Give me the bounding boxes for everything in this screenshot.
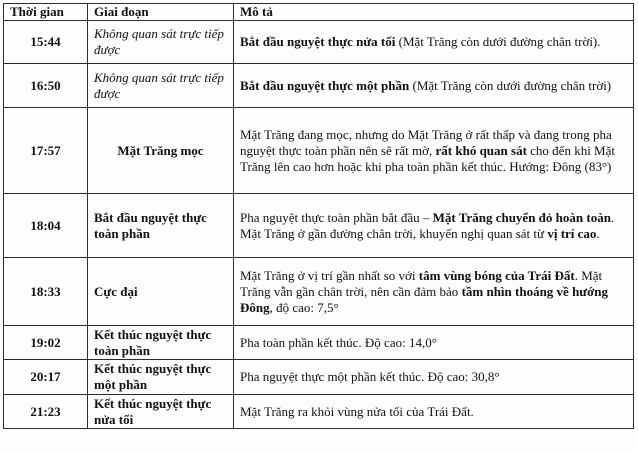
- header-description: Mô tả: [234, 4, 634, 21]
- description-text: Pha nguyệt thực toàn phần bắt đầu –: [240, 209, 433, 225]
- description-cell: [234, 258, 634, 326]
- description-cell: [234, 21, 634, 64]
- time-cell: 19:02: [4, 326, 88, 360]
- description-emphasis: rất khó quan sát: [435, 142, 527, 158]
- time-cell: 18:04: [4, 194, 88, 258]
- time-cell: 21:23: [4, 395, 88, 429]
- header-row: [4, 4, 634, 21]
- description-text: Mặt Trăng ở vị trí gần nhất so với: [240, 267, 419, 283]
- description-text: Mặt Trăng ra khỏi vùng nửa tối của Trái Đất.: [240, 403, 474, 419]
- description-cell: [234, 64, 634, 108]
- table-row: [4, 395, 634, 429]
- description-cell: [234, 108, 634, 194]
- description-text: . Mặt Trăng ở gần đường chân trời, khuyến nghị quan sát từ: [240, 209, 615, 241]
- phase-cell: Bắt đầu nguyệt thực toàn phần: [88, 194, 234, 258]
- description-text: cho đến khi Mặt Trăng lên cao hơn hoặc khi pha toàn phần kết thúc. Hướng: Đông (83°): [240, 142, 615, 174]
- description-emphasis: tâm vùng bóng của Trái Đất: [418, 267, 575, 283]
- description-text: . Mặt Trăng vẫn gần chân trời, nên cần đảm bảo: [240, 267, 603, 299]
- description-cell: [234, 194, 634, 258]
- table-row: [4, 326, 634, 360]
- description-cell: [234, 360, 634, 395]
- description-text: Pha toàn phần kết thúc. Độ cao: 14,0°: [240, 334, 437, 350]
- table-row: [4, 360, 634, 395]
- description-cell: [234, 395, 634, 429]
- time-cell: 17:57: [4, 108, 88, 194]
- description-text: (Mặt Trăng còn dưới đường chân trời): [409, 77, 612, 93]
- time-cell: 20:17: [4, 360, 88, 395]
- phase-cell: Không quan sát trực tiếp được: [88, 64, 234, 108]
- phase-cell: Kết thúc nguyệt thực nửa tối: [88, 395, 234, 429]
- phase-cell: Kết thúc nguyệt thực toàn phần: [88, 326, 234, 360]
- description-text: .: [596, 225, 600, 241]
- description-cell: [234, 326, 634, 360]
- description-emphasis: vị trí cao: [547, 225, 597, 241]
- table-row: [4, 258, 634, 326]
- description-emphasis: Bắt đầu nguyệt thực nửa tối: [240, 34, 396, 49]
- header-phase: Giai đoạn: [88, 4, 234, 21]
- time-cell: 16:50: [4, 64, 88, 108]
- table-row: [4, 108, 634, 194]
- description-text: , độ cao: 7,5°: [269, 299, 339, 315]
- eclipse-schedule-table: [3, 3, 634, 429]
- phase-cell: Không quan sát trực tiếp được: [88, 21, 234, 64]
- header-time: Thời gian: [4, 4, 88, 21]
- table-row: [4, 194, 634, 258]
- time-cell: 15:44: [4, 21, 88, 64]
- description-emphasis: Mặt Trăng chuyển đỏ hoàn toàn: [432, 209, 611, 225]
- phase-cell: Cực đại: [88, 258, 234, 326]
- time-cell: 18:33: [4, 258, 88, 326]
- description-text: Pha nguyệt thực một phần kết thúc. Độ cao: 30,8°: [240, 369, 500, 384]
- phase-cell: Mặt Trăng mọc: [88, 108, 234, 194]
- phase-cell: Kết thúc nguyệt thực một phần: [88, 360, 234, 395]
- table-row: [4, 21, 634, 64]
- description-emphasis: Bắt đầu nguyệt thực một phần: [240, 77, 410, 93]
- description-emphasis: tầm nhìn thoáng về hướng Đông: [240, 283, 609, 315]
- table-row: [4, 64, 634, 108]
- description-text: (Mặt Trăng còn dưới đường chân trời).: [395, 34, 601, 49]
- description-text: Mặt Trăng đang mọc, nhưng do Mặt Trăng ở rất thấp và đang trong pha nguyệt thực toàn phần nên sẽ rất mờ,: [240, 126, 612, 158]
